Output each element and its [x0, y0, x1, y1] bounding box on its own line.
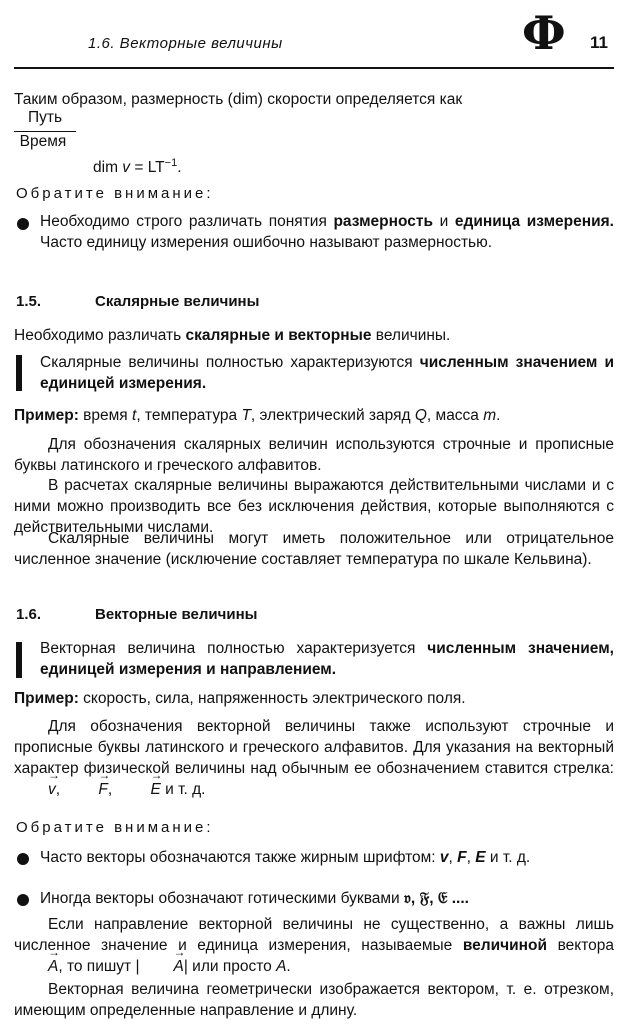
physics-symbol-logo: Ф [522, 6, 566, 60]
page-number: 11 [590, 33, 608, 52]
note-heading: Обратите внимание: [16, 185, 214, 202]
bullet-icon [17, 218, 29, 230]
bullet-icon [17, 894, 29, 906]
vector-paragraph-3: Векторная величина геометрически изображается вектором, т. е. отрезком, имеющим определенные направление и длину. [14, 981, 614, 1019]
fraction-line [14, 131, 76, 132]
scalar-definition: Скалярные величины полностью характеризуются численным значением и единицей измерения. [40, 354, 614, 392]
vector-paragraph-2: Если направление векторной величины не существенно, а важны лишь численное значение и единица измерения, называемые величиной вектора → A, то пишут |→ A| или просто A. [14, 914, 614, 977]
definition-bar [16, 642, 22, 678]
dimension-text: Таким образом, размерность (dim) скорости определяется как [14, 91, 463, 108]
vector-example: Пример: скорость, сила, напряженность электрического поля. [14, 690, 466, 707]
fraction-denominator: Время [19, 133, 67, 150]
note-heading: Обратите внимание: [16, 819, 214, 836]
bullet-icon [17, 853, 29, 865]
vector-note-bullet-2: Иногда векторы обозначают готическими буквами 𝔳, 𝔉, 𝔈 .... [40, 890, 469, 907]
vector-paragraph-1: Для обозначения векторной величины также используют строчные и прописные буквы латинского и греческого алфавитов. Для указания на векторный характер физической величины над обычным ее обозначением ставится стрелка: → v, → F, → E и т. д. [14, 716, 614, 800]
dimension-formula: dim $v = LT^{-1}$. [93, 157, 182, 177]
section-number: 1.5. [16, 293, 42, 310]
note-bullet: Необходимо строго различать понятия размерность и единица измерения. Часто единицу измерения ошибочно называют размерностью. [40, 213, 614, 251]
header-rule [14, 67, 614, 69]
vector-definition: Векторная величина полностью характеризуется численным значением, единицей измерения и направлением. [40, 640, 614, 678]
scalar-paragraph-2: В расчетах скалярные величины выражаются действительными числами и с ними можно производить все без исключения действия, которые выполняются с действительными числами. [14, 477, 614, 536]
section-title: Векторные величины [95, 606, 258, 623]
running-header-title: 1.6. Векторные величины [88, 35, 283, 52]
section-number: 1.6. [16, 606, 42, 623]
scalar-paragraph-1: Для обозначения скалярных величин используются строчные и прописные буквы латинского и греческого алфавитов. [14, 436, 614, 474]
section-intro: Необходимо различать скалярные и векторные величины. [14, 327, 451, 344]
scalar-example: Пример: время t, температура T, электрический заряд Q, масса m. [14, 407, 501, 424]
section-title: Скалярные величины [95, 293, 260, 310]
fraction-numerator: Путь [27, 109, 63, 126]
vector-note-bullet-1: Часто векторы обозначаются также жирным шрифтом: v, F, E и т. д. [40, 849, 531, 866]
scalar-paragraph-3: Скалярные величины могут иметь положительное или отрицательное численное значение (исключение составляет температура по шкале Кельвина). [14, 530, 614, 568]
definition-bar [16, 355, 22, 391]
